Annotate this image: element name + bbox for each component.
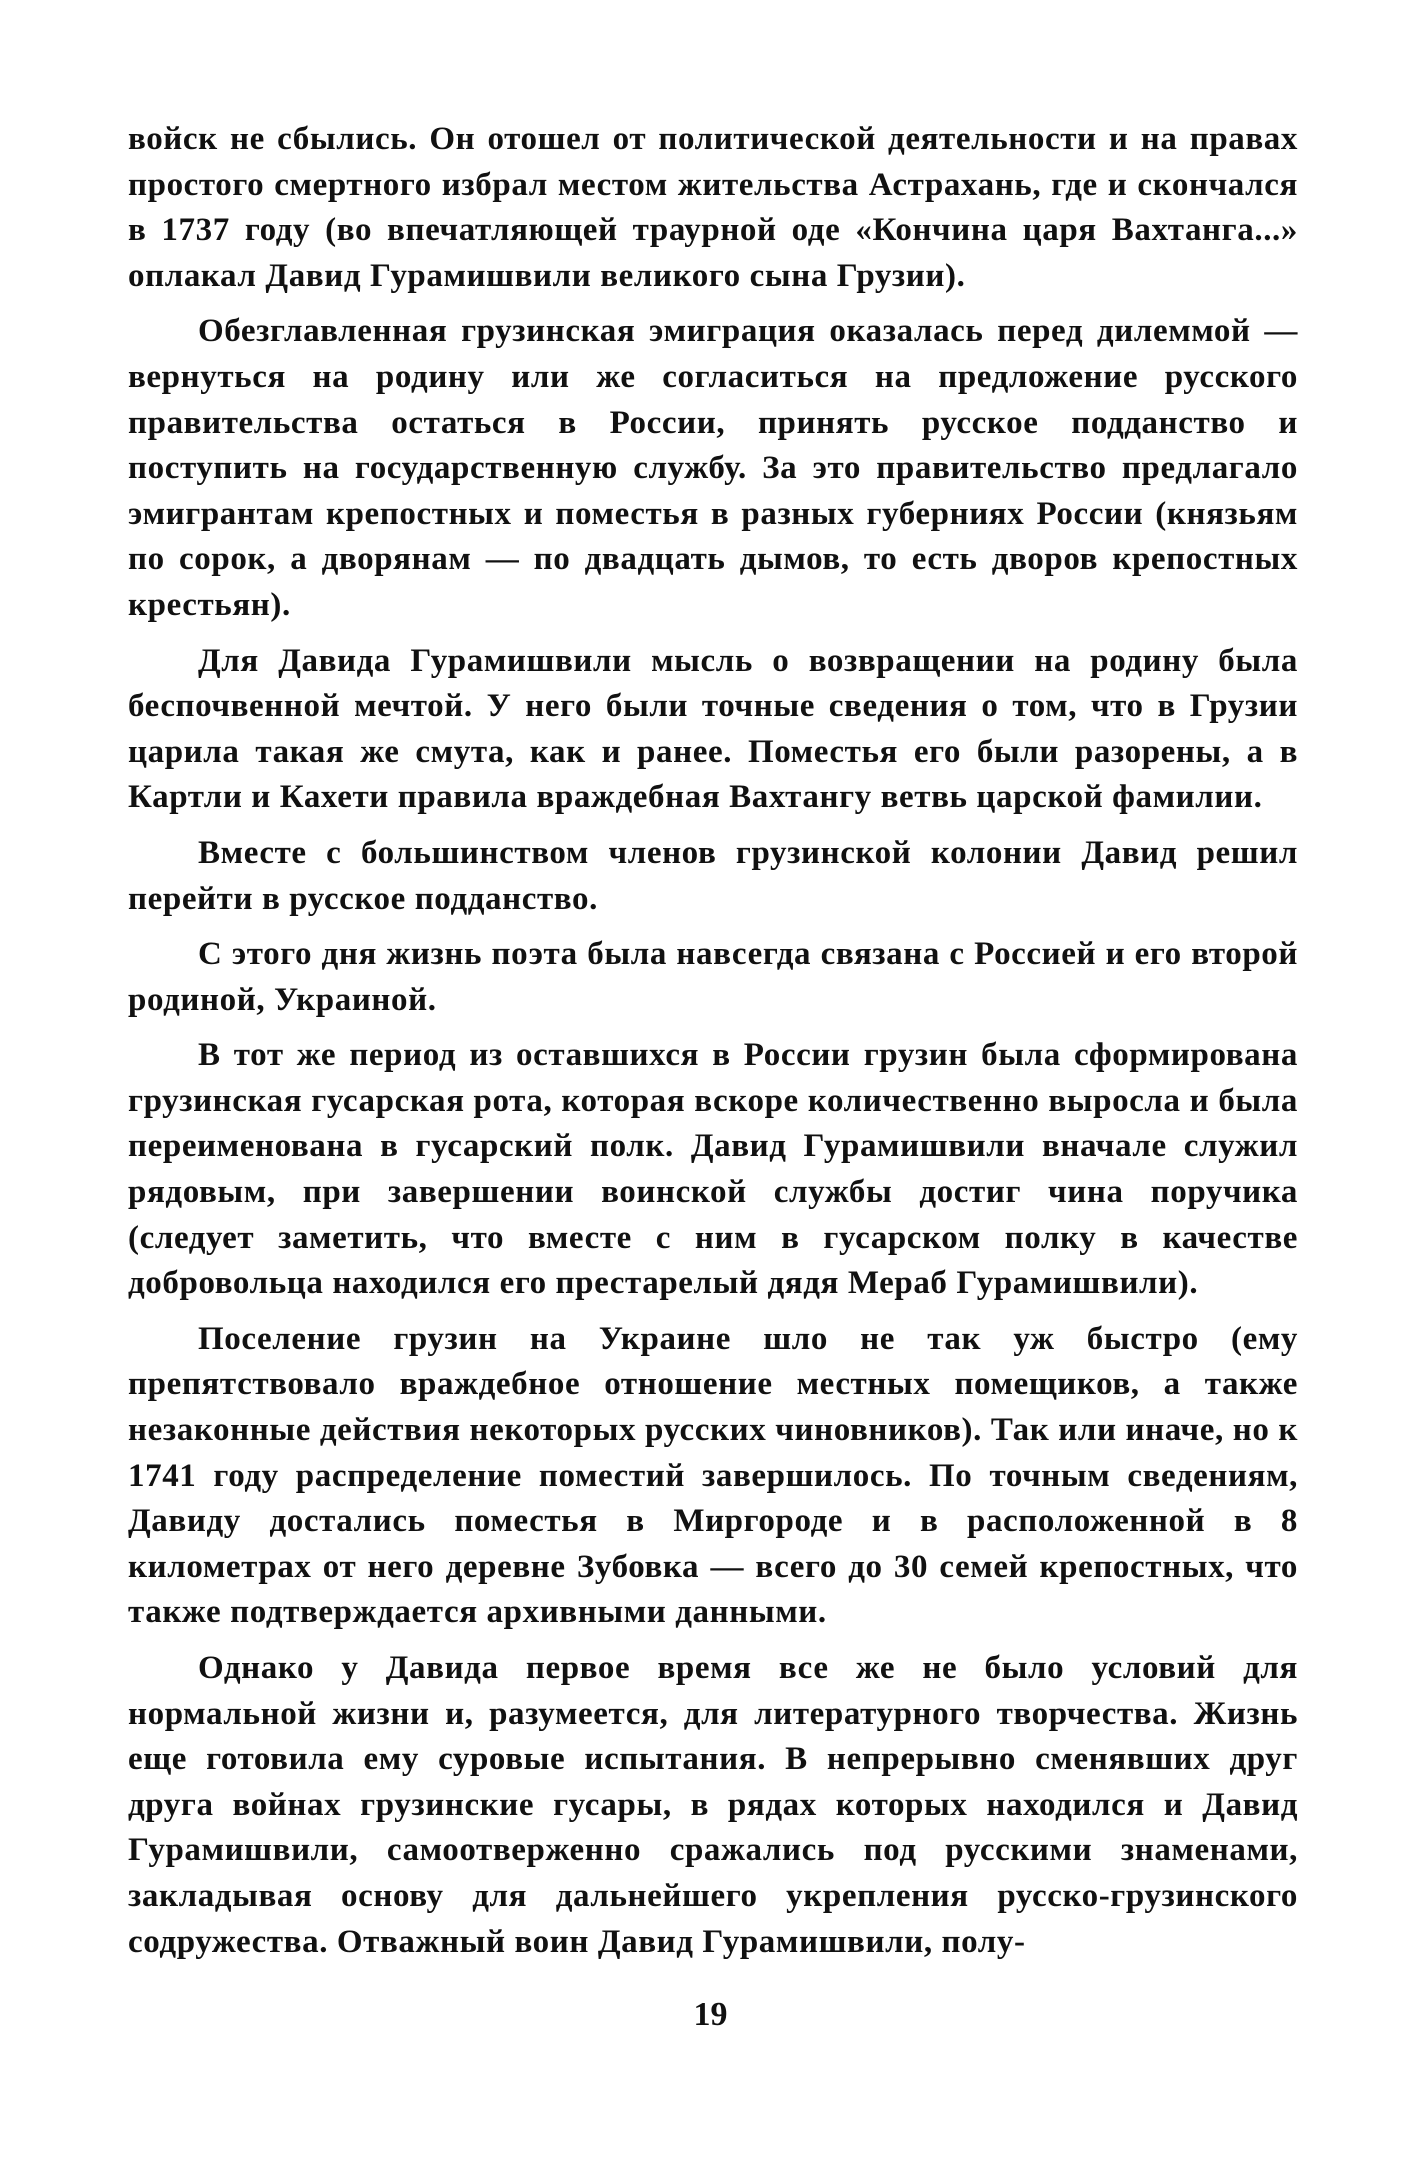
paragraph-8: Однако у Давида первое время все же не было условий для нормальной жизни и, разумеется, для литературного творчества. Жизнь еще готовила ему суровые испытания. В непрерывно сменявших друг друга войнах грузинские гусары, в рядах которых находился и Давид Гурамишвили, самоотверженно сражались под русскими знаменами, закладывая основу для дальнейшего укрепления русско-грузинского содружества. Отважный воин Давид Гурамишвили, полу- <box>128 1650 1298 1960</box>
paragraph-7: Поселение грузин на Украине шло не так уж быстро (ему препятствовало враждебное отношение местных помещиков, а также незаконные действия некоторых русских чиновников). Так или иначе, но к 1741 году распределение поместий завершилось. По точным сведениям, Давиду достались поместья в Миргороде и в расположенной в 8 километрах от него деревне Зубовка — всего до 30 семей крепостных, что также подтверждается архивными данными. <box>128 1320 1298 1631</box>
paragraph-2: Обезглавленная грузинская эмиграция оказалась перед дилеммой — вернуться на родину или же согласиться на предложение русского правительства остаться в России, принять русское подданство и поступить на государственную службу. За это правительство предлагало эмигрантам крепостных и поместья в разных губерниях России (князьям по сорок, а дворянам — по двадцать дымов, то есть дворов крепостных крестьян). <box>128 313 1298 623</box>
paragraph-5: С этого дня жизнь поэта была навсегда связана с Россией и его второй родиной, Украиной. <box>128 936 1298 1018</box>
body-text <box>128 117 1298 1975</box>
paragraph-4: Вместе с большинством членов грузинской колонии Давид решил перейти в русское подданство. <box>128 834 1298 917</box>
paragraph-6: В тот же период из оставшихся в России грузин была сформирована грузинская гусарская рота, которая вскоре количественно выросла и была переименована в гусарский полк. Давид Гурамишвили вначале служил рядовым, при завершении воинской службы достиг чина поручика (следует заметить, что вместе с ним в гусарском полку в качестве добровольца находился его престарелый дядя Мераб Гурамишвили). <box>128 1037 1298 1302</box>
page-number: 19 <box>693 1996 728 2033</box>
paragraph-3: Для Давида Гурамишвили мысль о возвращении на родину была беспочвенной мечтой. У него были точные сведения о том, что в Грузии царила такая же смута, как и ранее. Поместья его были разорены, а в Картли и Кахети правила враждебная Вахтангу ветвь царской фамилии. <box>128 642 1298 816</box>
paragraph-1: войск не сбылись. Он отошел от политической деятельности и на правах простого смертного избрал местом жительства Астрахань, где и скончался в 1737 году (во впечатляющей траурной оде «Кончина царя Вахтанга...» оплакал Давид Гурамишвили великого сына Грузии). <box>128 121 1298 294</box>
